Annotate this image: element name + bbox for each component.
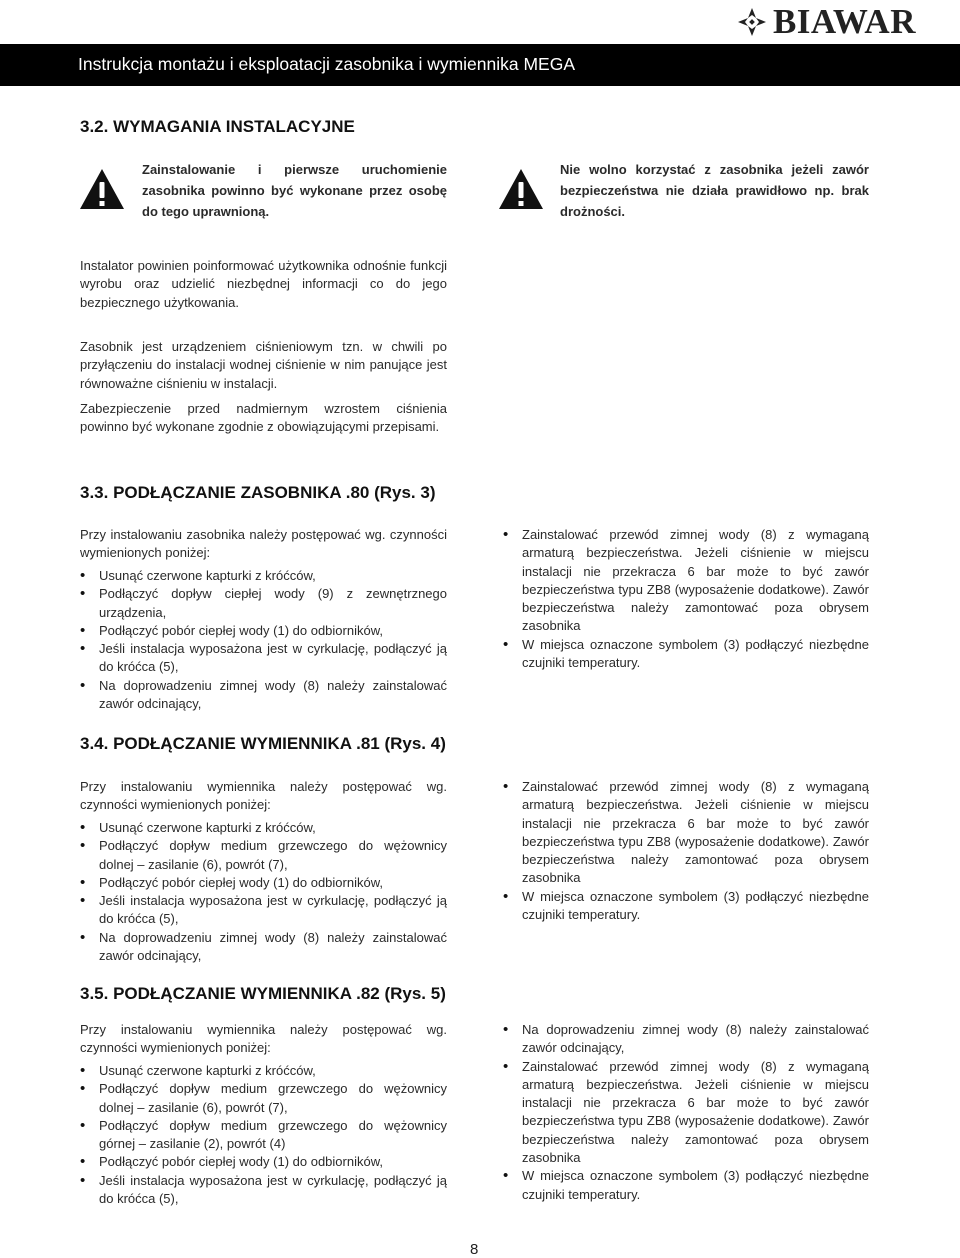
instruction-list-left — [80, 567, 447, 713]
list-item: • Zainstalować przewód zimnej wody (8) z wymaganą armaturą bezpieczeństwa. Jeżeli ciśnienie w miejscu instalacji nie przekracza 6 bar może to być zawór bezpieczeństwa typu ZB8 (wyposażenie dodatkowe). Zawór bezpieczeństwa należy zamontować poza obrysem zasobnika — [503, 1058, 869, 1168]
paragraph-pressure-device: Zasobnik jest urządzeniem ciśnieniowym tzn. w chwili po przyłączeniu do instalacji wodnej ciśnienie w nim panujące jest równoważne ciśnieniu w instalacji. — [80, 339, 447, 391]
list-item: • Podłączyć pobór ciepłej wody (1) do odbiorników, — [80, 1153, 447, 1171]
list-item: • Na doprowadzeniu zimnej wody (8) należy zainstalować zawór odcinający, — [503, 1021, 869, 1058]
biawar-logo-icon — [737, 7, 767, 37]
list-item: • Podłączyć dopływ medium grzewczego do wężownicy dolnej – zasilanie (6), powrót (7), — [80, 1080, 447, 1117]
page-number: 8 — [470, 1241, 479, 1258]
paragraph-installer-info: Instalator powinien poinformować użytkownika odnośnie funkcji wyrobu oraz udzielić niezbędnej informacji co do jego bezpiecznego użytkowania. — [80, 258, 447, 310]
section-heading-3-4: 3.4. PODŁĄCZANIE WYMIENNIKA .81 (Rys. 4) — [80, 734, 446, 753]
list-item: • W miejsca oznaczone symbolem (3) podłączyć niezbędne czujniki temperatury. — [503, 1167, 869, 1204]
section-intro: Przy instalowaniu zasobnika należy postępować wg. czynności wymienionych poniżej: — [80, 527, 447, 561]
list-item: • Usunąć czerwone kapturki z króćców, — [80, 1062, 447, 1080]
instruction-list-right — [503, 778, 869, 924]
list-item: • Na doprowadzeniu zimnej wody (8) należy zainstalować zawór odcinający, — [80, 677, 447, 714]
list-item: • Usunąć czerwone kapturki z króćców, — [80, 567, 447, 585]
list-item: • Jeśli instalacja wyposażona jest w cyrkulację, podłączyć ją do króćca (5), — [80, 1172, 447, 1209]
document-title: Instrukcja montażu i eksploatacji zasobnika i wymiennika MEGA — [78, 54, 576, 74]
paragraph-pressure-protection: Zabezpieczenie przed nadmiernym wzrostem ciśnienia powinno być wykonane zgodnie z obowiązującymi przepisami. — [80, 401, 447, 435]
list-item: • W miejsca oznaczone symbolem (3) podłączyć niezbędne czujniki temperatury. — [503, 888, 869, 925]
section-heading-3-5: 3.5. PODŁĄCZANIE WYMIENNIKA .82 (Rys. 5) — [80, 984, 446, 1003]
brand-logo — [737, 2, 916, 42]
list-item: • Podłączyć pobór ciepłej wody (1) do odbiorników, — [80, 874, 447, 892]
header-bar — [0, 44, 960, 86]
instruction-list-right — [503, 526, 869, 672]
logo-text: BIAWAR — [772, 2, 916, 41]
instruction-list-right — [503, 1021, 869, 1204]
list-item: • Podłączyć pobór ciepłej wody (1) do odbiorników, — [80, 622, 447, 640]
section-intro: Przy instalowaniu wymiennika należy postępować wg. czynności wymienionych poniżej: — [80, 1022, 447, 1056]
list-item: • Jeśli instalacja wyposażona jest w cyrkulację, podłączyć ją do króćca (5), — [80, 640, 447, 677]
section-heading-3-3: 3.3. PODŁĄCZANIE ZASOBNIKA .80 (Rys. 3) — [80, 483, 436, 502]
warning-icon — [498, 168, 544, 210]
list-item: • Jeśli instalacja wyposażona jest w cyrkulację, podłączyć ją do króćca (5), — [80, 892, 447, 929]
list-item: • Podłączyć dopływ medium grzewczego do wężownicy dolnej – zasilanie (6), powrót (7), — [80, 837, 447, 874]
instruction-list-left — [80, 819, 447, 965]
instruction-list-left — [80, 1062, 447, 1208]
list-item: • Zainstalować przewód zimnej wody (8) z wymaganą armaturą bezpieczeństwa. Jeżeli ciśnienie w miejscu instalacji nie przekracza 6 bar może to być zawór bezpieczeństwa typu ZB8 (wyposażenie dodatkowe). Zawór bezpieczeństwa należy zamontować poza obrysem zasobnika — [503, 778, 869, 888]
section-intro: Przy instalowaniu wymiennika należy postępować wg. czynności wymienionych poniżej: — [80, 779, 447, 813]
list-item: • Zainstalować przewód zimnej wody (8) z wymaganą armaturą bezpieczeństwa. Jeżeli ciśnienie w miejscu instalacji nie przekracza 6 bar może to być zawór bezpieczeństwa typu ZB8 (wyposażenie dodatkowe). Zawór bezpieczeństwa należy zamontować poza obrysem zasobnika — [503, 526, 869, 636]
warning-icon — [79, 168, 125, 210]
warning-text-safety-valve: Nie wolno korzystać z zasobnika jeżeli zawór bezpieczeństwa nie działa prawidłowo np. brak drożności. — [560, 162, 869, 219]
section-heading-3-2: 3.2. WYMAGANIA INSTALACYJNE — [80, 117, 355, 136]
warning-text-qualified-person: Zainstalowanie i pierwsze uruchomienie zasobnika powinno być wykonane przez osobę do tego uprawnioną. — [142, 162, 447, 219]
list-item: • Podłączyć dopływ medium grzewczego do wężownicy górnej – zasilanie (2), powrót (4) — [80, 1117, 447, 1154]
list-item: • Na doprowadzeniu zimnej wody (8) należy zainstalować zawór odcinający, — [80, 929, 447, 966]
list-item: • W miejsca oznaczone symbolem (3) podłączyć niezbędne czujniki temperatury. — [503, 636, 869, 673]
list-item: • Usunąć czerwone kapturki z króćców, — [80, 819, 447, 837]
list-item: • Podłączyć dopływ ciepłej wody (9) z zewnętrznego urządzenia, — [80, 585, 447, 622]
